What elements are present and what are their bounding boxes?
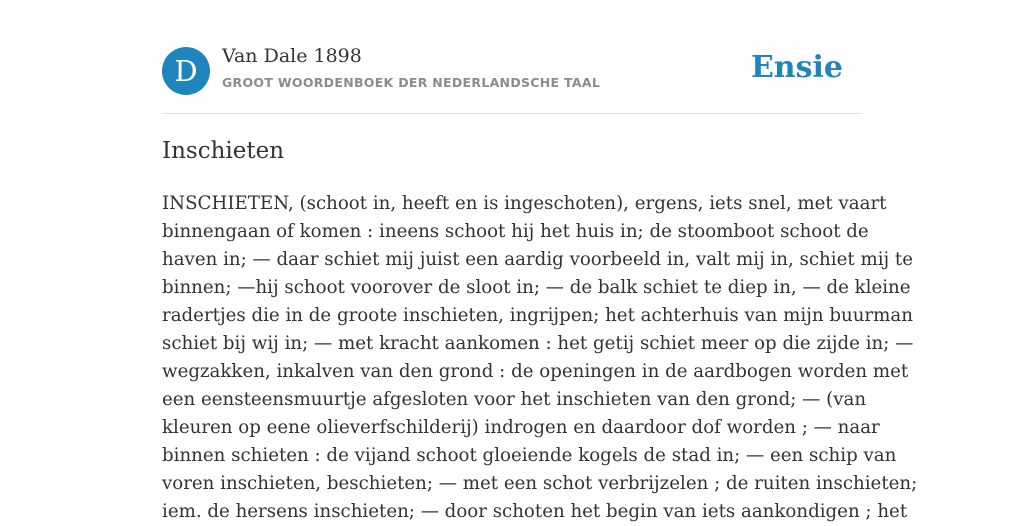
dictionary-title[interactable]: Van Dale 1898 xyxy=(222,45,362,67)
definition-line: INSCHIETEN, (schoot in, heeft en is ingeschoten), ergens, iets snel, met vaart xyxy=(162,193,887,214)
entry-definition xyxy=(162,190,918,526)
definition-line: binnengaan of komen : ineens schoot hij het huis in; de stoomboot schoot de xyxy=(162,221,869,242)
definition-line: binnen schieten : de vijand schoot gloeiende kogels de stad in; — een schip van xyxy=(162,445,897,466)
definition-line: binnen; —hij schoot voorover de sloot in; — de balk schiet te diep in, — de kleine xyxy=(162,277,911,298)
definition-line: haven in; — daar schiet mij juist een aardig voorbeeld in, valt mij in, schiet mij te xyxy=(162,249,913,270)
definition-line: kleuren op eene olieverfschilderij) indrogen en daardoor dof worden ; — naar xyxy=(162,417,880,438)
definition-line: radertjes die in de groote inschieten, ingrijpen; het achterhuis van mijn buurman xyxy=(162,305,913,326)
definition-line: een eensteensmuurtje afgesloten voor het inschieten van den grond; — (van xyxy=(162,389,867,410)
dictionary-logo[interactable]: D xyxy=(162,47,210,95)
definition-line: schiet bij wij in; — met kracht aankomen : het getij schiet meer op die zijde in; — xyxy=(162,333,914,354)
page xyxy=(162,0,918,522)
site-header xyxy=(162,0,862,114)
ensie-logo[interactable]: Ensie xyxy=(750,50,843,85)
definition-line: voren inschieten, beschieten; — met een schot verbrijzelen ; de ruiten inschieten; xyxy=(162,473,918,494)
definition-line: wegzakken, inkalven van den grond : de openingen in de aardbogen worden met xyxy=(162,361,909,382)
dictionary-subtitle: GROOT WOORDENBOEK DER NEDERLANDSCHE TAAL xyxy=(222,75,601,90)
definition-line: iem. de hersens inschieten; — door schoten het begin van iets aankondigen ; het xyxy=(162,501,908,522)
entry-title: Inschieten xyxy=(162,138,285,164)
